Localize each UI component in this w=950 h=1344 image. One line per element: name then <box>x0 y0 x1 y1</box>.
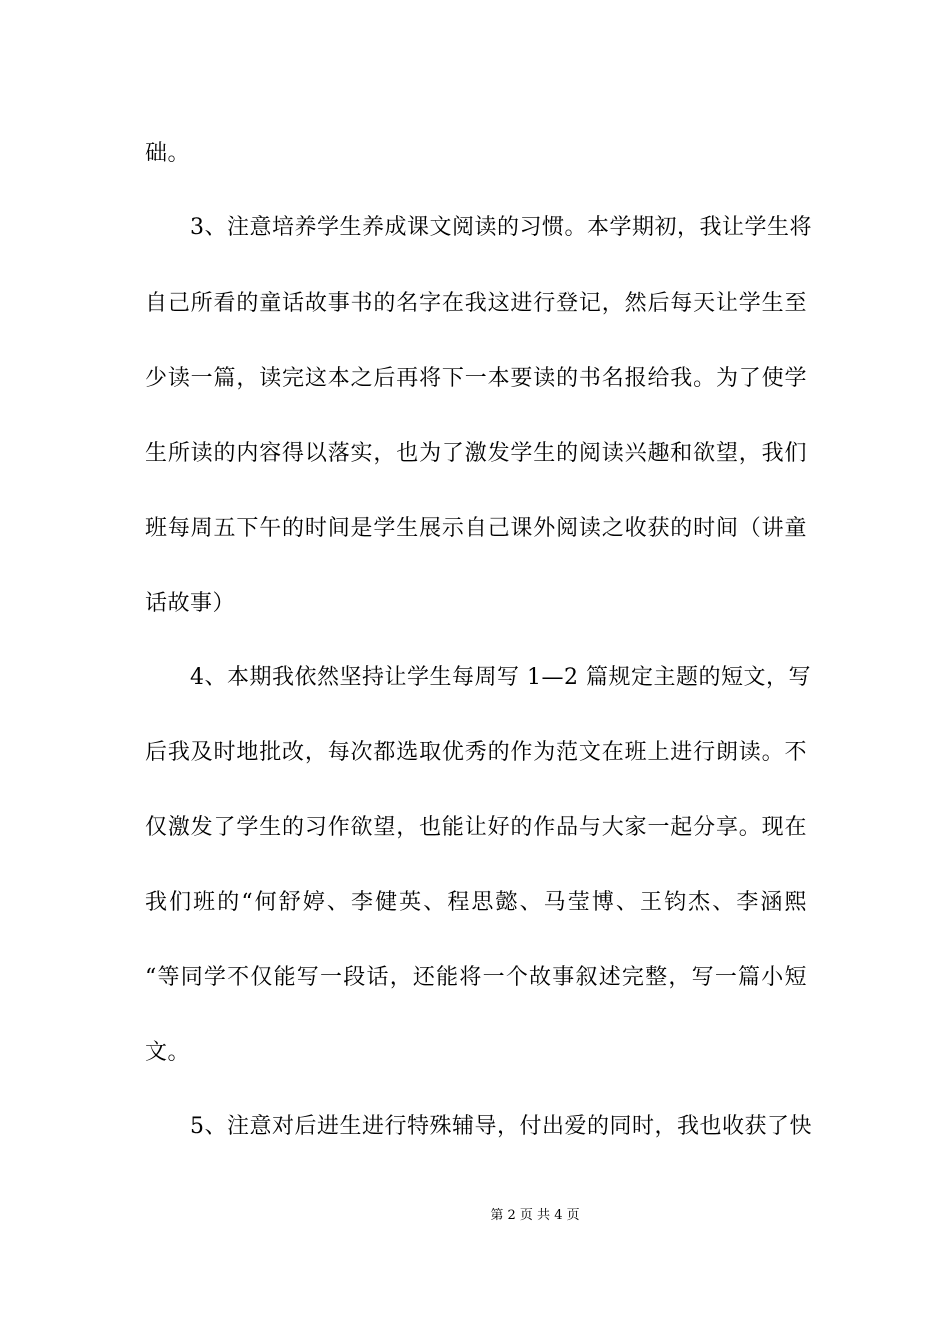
text-line: 我们班的“何舒婷、李健英、程思懿、马莹博、王钧杰、李涵熙 <box>145 890 807 915</box>
text-line: 自己所看的童话故事书的名字在我这进行登记，然后每天让学生至 <box>145 291 807 316</box>
text-line: “等同学不仅能写一段话，还能将一个故事叙述完整，写一篇小短 <box>145 965 807 990</box>
text-line: 话故事） <box>145 591 236 616</box>
text-line: 后我及时地批改，每次都选取优秀的作为范文在班上进行朗读。不 <box>145 740 807 765</box>
text-line: 3、注意培养学生养成课文阅读的习惯。本学期初，我让学生将 <box>145 215 812 240</box>
text-line: 少读一篇，读完这本之后再将下一本要读的书名报给我。为了使学 <box>145 366 807 391</box>
text-line: 仅激发了学生的习作欲望，也能让好的作品与大家一起分享。现在 <box>145 815 807 840</box>
text-line: 5、注意对后进生进行特殊辅导，付出爱的同时，我也收获了快 <box>145 1114 812 1139</box>
text-line: 班每周五下午的时间是学生展示自己课外阅读之收获的时间（讲童 <box>145 516 807 541</box>
text-line: 生所读的内容得以落实，也为了激发学生的阅读兴趣和欲望，我们 <box>145 441 807 466</box>
text-line: 4、本期我依然坚持让学生每周写 1—2 篇规定主题的短文，写 <box>145 665 811 690</box>
text-line: 文。 <box>145 1040 191 1065</box>
text-line: 础。 <box>145 141 191 166</box>
page-number-footer: 第 2 页 共 4 页 <box>490 1208 580 1223</box>
